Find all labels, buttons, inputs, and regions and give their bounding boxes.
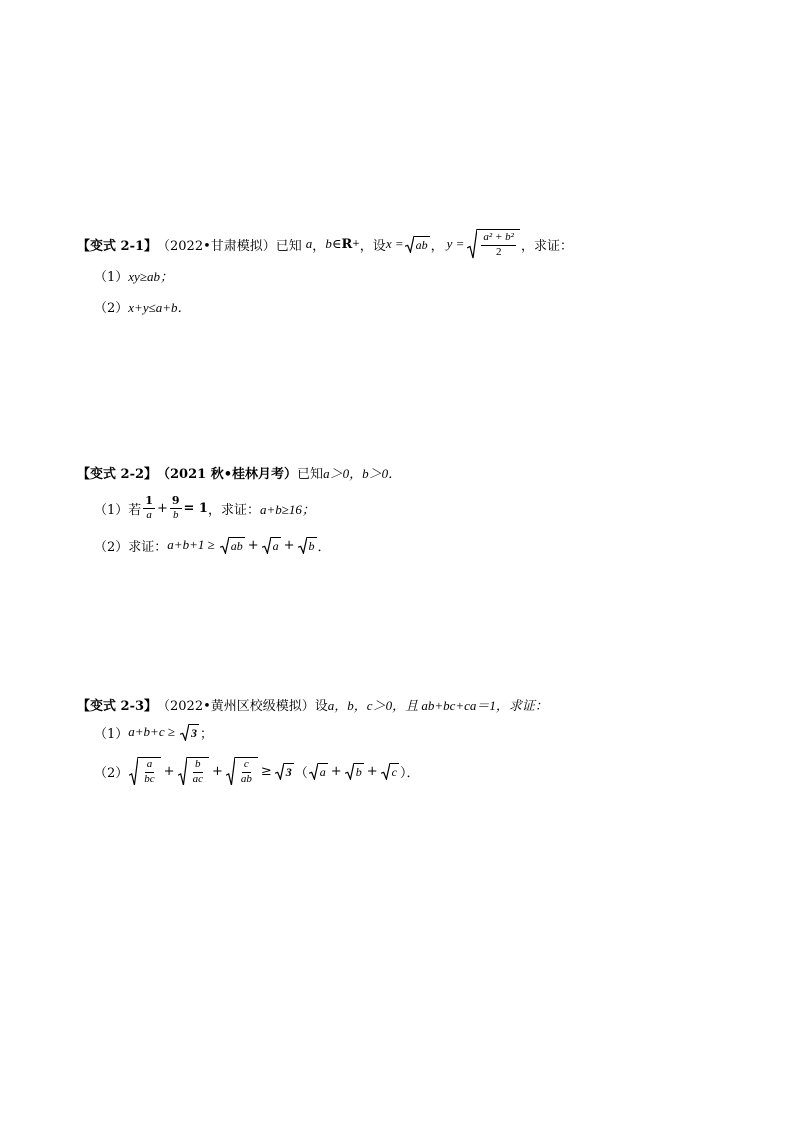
problem-2-2: [77, 459, 401, 559]
fraction-9-over-b: $\frac{9}{b}$: [171, 493, 180, 521]
problem-source: （2021 秋•桂林月考）: [157, 466, 298, 482]
problem-label: 【变式 2-3】: [77, 698, 158, 714]
sqrt-c: c: [381, 763, 399, 780]
problem-2-1-stem: 【变式 2-1】 （2022•甘肃模拟） 已知 a ， b ∈ R + ，设 x = ab ， y = $\frac{\text{a² + b²}}{2}$ ，求证：: [77, 231, 573, 258]
sqrt-y: [467, 229, 520, 258]
sqrt-a: a: [309, 763, 328, 780]
sqrt-b-over-ac: $\frac{b}{ac}$: [178, 757, 209, 785]
problem-2-1-item-1: （1） xy≥ab；: [94, 268, 173, 285]
sqrt-a: a: [262, 537, 281, 554]
sqrt-b: b: [345, 763, 364, 780]
fraction-1-over-a: $\frac{1}{a}$: [145, 493, 153, 521]
problem-2-1: [77, 222, 573, 323]
sqrt-ab: ab: [405, 236, 430, 253]
problem-2-2-item-1: （1） 若 $\frac{1}{a}$ + $\frac{9}{b}$ = 1 ，求证： a+b≥16；: [94, 493, 315, 521]
sqrt-ab: ab: [220, 537, 245, 554]
sqrt-a-over-bc: $\frac{a}{bc}$: [129, 757, 160, 785]
sqrt-b: b: [298, 537, 317, 554]
problem-2-3: [77, 691, 548, 795]
sqrt-c-over-ab: $\frac{c}{ab}$: [226, 757, 258, 785]
problem-2-1-item-2: （2） x+y≤a+b．: [94, 299, 191, 316]
fraction-y: $\frac{\text{a² + b²}}{2}$: [483, 231, 514, 258]
sqrt-3: 3: [180, 724, 199, 741]
problem-2-2-item-2: （2） 求证： a+b+1 ≥ ab + a + b ．: [94, 537, 331, 555]
problem-2-3-item-2: （2） $\frac{a}{bc}$ + $\frac{b}{ac}$ + $\frac{c}{ab}$ ≥ 3 （ a + b + c ）．: [94, 757, 420, 785]
problem-label: 【变式 2-1】: [77, 238, 158, 254]
problem-source: （2022•甘肃模拟）: [157, 238, 276, 254]
problem-source: （2022•黄州区校级模拟）: [157, 698, 315, 714]
problem-2-3-stem: 【变式 2-3】 （2022•黄州区校级模拟） 设 a，b，c＞0，且 ab+bc+ca＝1，求证：: [77, 691, 548, 717]
problem-2-2-stem: 【变式 2-2】 （2021 秋•桂林月考） 已知 a＞0，b＞0．: [77, 459, 401, 485]
problem-2-3-item-1: （1） a+b+c ≥ 3 ；: [94, 724, 213, 742]
problem-label: 【变式 2-2】: [77, 466, 158, 482]
sqrt-3: 3: [275, 763, 294, 780]
